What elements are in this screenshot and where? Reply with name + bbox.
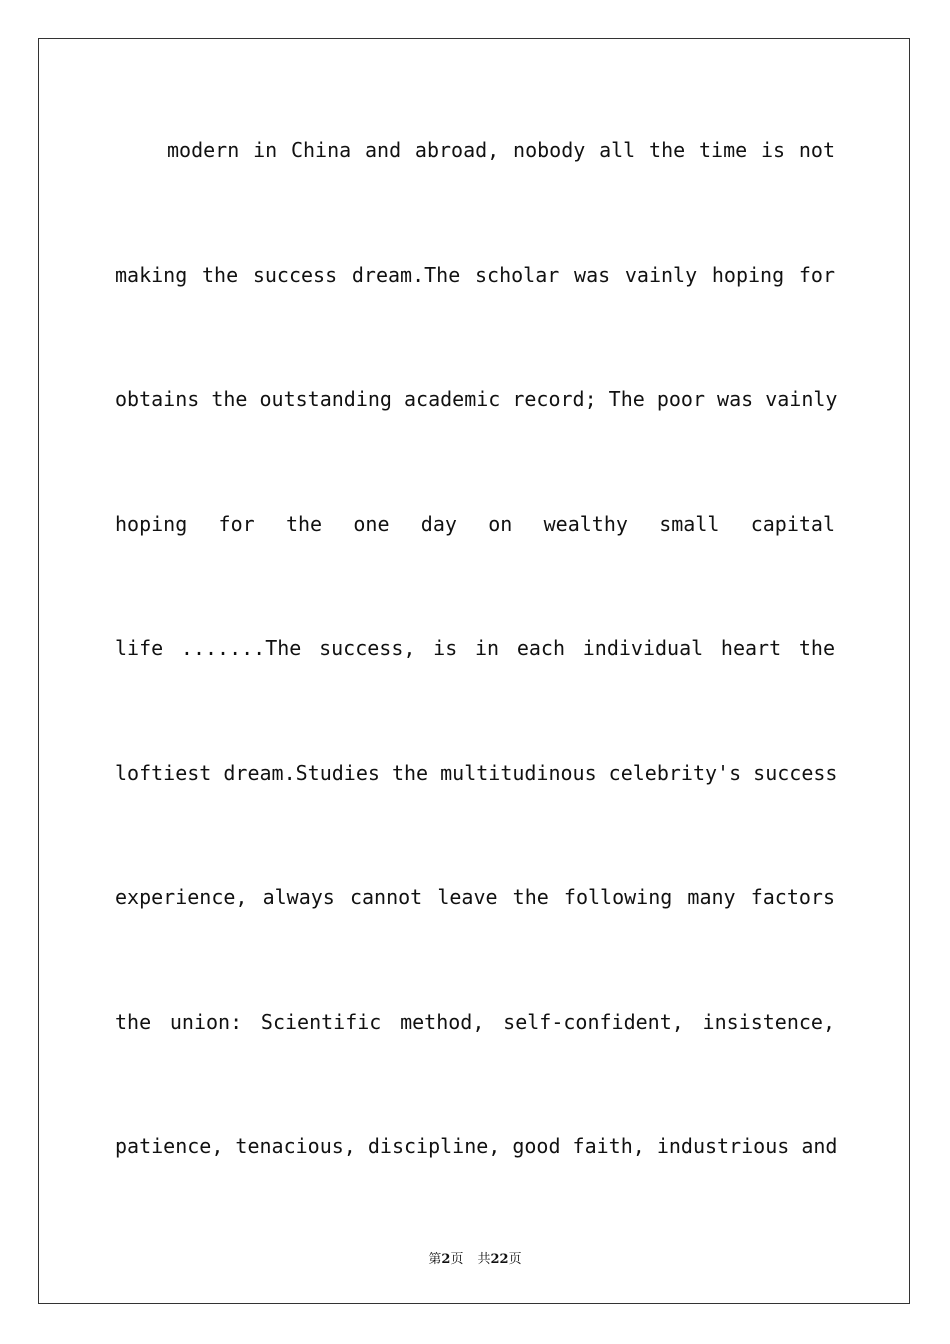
text-line: obtains the outstanding academic record; The poor was vainly: [115, 387, 838, 411]
document-body: [115, 128, 838, 1249]
text-line: the union: Scientific method, self-confident, insistence,: [115, 1009, 835, 1034]
text-line: experience, always cannot leave the following many factors: [115, 885, 835, 909]
total-suffix: 页: [508, 1252, 522, 1267]
page-number: 2: [441, 1252, 451, 1267]
text-line: hoping for the one day on wealthy small capital: [115, 511, 835, 536]
text-line: modern in China and abroad, nobody all the time is not: [167, 138, 835, 162]
text-line: life .......The success, is in each individual heart the: [115, 636, 835, 660]
text-line: patience, tenacious, discipline, good faith, industrious and: [115, 1134, 838, 1158]
text-line: making the success dream.The scholar was vainly hoping for: [115, 262, 835, 287]
text-line: loftiest dream.Studies the multitudinous celebrity's success: [115, 760, 838, 785]
page-prefix: 第: [428, 1252, 442, 1267]
page-footer: [0, 1248, 950, 1267]
total-pages: 22: [490, 1252, 509, 1267]
page-suffix: 页: [450, 1252, 464, 1267]
total-prefix: 共: [477, 1252, 491, 1267]
